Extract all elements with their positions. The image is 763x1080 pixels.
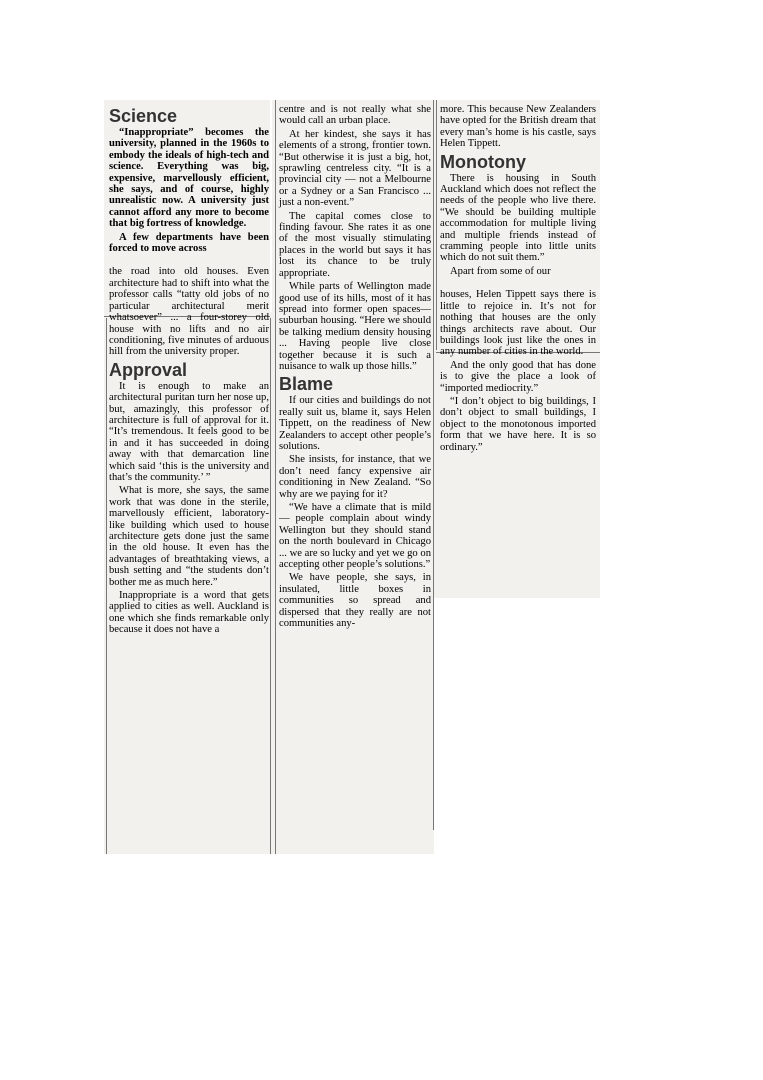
paragraph: “Inappropriate” becomes the university, planned in the 1960s to embody the ideals of high-tech and science. Everything was big, expensive, marvellously efficient, she says, and of course, highly unrealistic now. A university just cannot afford any more to become that big fortress of knowledge. xyxy=(109,127,269,230)
heading-blame: Blame xyxy=(279,374,334,395)
article-column-2 xyxy=(279,104,431,631)
paragraph: centre and is not really what she would call an urban place. xyxy=(279,104,431,127)
paragraph: What is more, she says, the same work that was done in the sterile, marvellously efficient, laboratory-like building which used to house architecture gets done just the same in the old house. It even has the advantages of breathtaking views, a bush setting and “the students don’t bother me as much here.” xyxy=(109,485,269,588)
paragraph: more. This because New Zealanders have opted for the British dream that every man’s home is his castle, says Helen Tippett. xyxy=(440,104,596,150)
column-rule xyxy=(106,318,107,854)
paragraph: At her kindest, she says it has elements of a strong, frontier town. “But otherwise it is just a big, hot, sprawling centreless city. “It is a provincial city — not a Melbourne or a Sydney or a San Francisco ... just a non-event.” xyxy=(279,128,431,209)
paragraph: If our cities and buildings do not really suit us, blame it, says Helen Tippett, on the readiness of New Zealanders to accept other people’s solutions. xyxy=(279,395,431,452)
paragraph: Inappropriate is a word that gets applied to cities as well. Auckland is one which she finds remarkable only because it does not have a xyxy=(109,590,269,636)
paragraph: While parts of Wellington made good use of its hills, most of it has spread into former open spaces—suburban housing. “Here we should be talking medium density housing ... Having people live close together because it is such a nuisance to walk up those hills.” xyxy=(279,281,431,372)
paragraph: And the only good that has done is to give the place a look of “imported mediocrity.” xyxy=(440,359,596,394)
paragraph: We have people, she says, in insulated, little boxes in communities so spread and dispersed that they really are not communities any- xyxy=(279,572,431,630)
heading-monotony: Monotony xyxy=(440,151,526,172)
paragraph: houses, Helen Tippett says there is little to rejoice in. It’s not for nothing that houses are the only things architects rave about. Our buildings look just like the ones in any number of cities in the world. xyxy=(440,289,596,358)
heading-approval: Approval xyxy=(109,359,188,380)
paragraph: A few departments have been forced to move across xyxy=(109,231,269,255)
paragraph: It is enough to make an architectural puritan turn her nose up, but, amazingly, this professor of architecture is full of approval for it. “It’s tremendous. It feels good to be in and it has succeeded in doing away with that demarcation line which said ‘this is the university and that’s the community.’ ” xyxy=(109,380,269,483)
article-column-3 xyxy=(440,104,596,455)
article-column-1 xyxy=(109,104,269,638)
paragraph: Apart from some of our xyxy=(450,265,551,277)
paragraph: The capital comes close to finding favour. She rates it as one of the most visually stimulating places in the world but says it has lost its chance to be truly appropriate. xyxy=(279,210,431,279)
paragraph: There is housing in South Auckland which does not reflect the needs of the people who live there. “We should be building multiple accommodation for multiple living and multiple friends instead of cramming people into little units which do not suit them.” xyxy=(440,172,596,264)
column-rule xyxy=(436,100,437,350)
paragraph: the road into old houses. Even architecture had to shift into what the professor calls “tatty old jobs of no particular architectural merit whatsoever” ... a four-storey old house with no lifts and no air conditioning, five minutes of arduous hill from the university proper. xyxy=(109,266,269,358)
column-rule xyxy=(433,100,434,830)
column-rule xyxy=(270,318,271,854)
paragraph: She insists, for instance, that we don’t need fancy expensive air conditioning in New Zealand. “So why are we paying for it? xyxy=(279,454,431,500)
paragraph: “I don’t object to big buildings, I don’t object to small buildings, I object to the monotonous imported form that we have here. It is so ordinary.” xyxy=(440,395,596,453)
paragraph: “We have a climate that is mild — people complain about windy Wellington but they should stand on the north boulevard in Chicago ... we are so lucky and yet we go on accepting other people’s solutions.” xyxy=(279,502,431,571)
heading-science: Science xyxy=(109,106,178,126)
column-rule xyxy=(275,100,276,854)
